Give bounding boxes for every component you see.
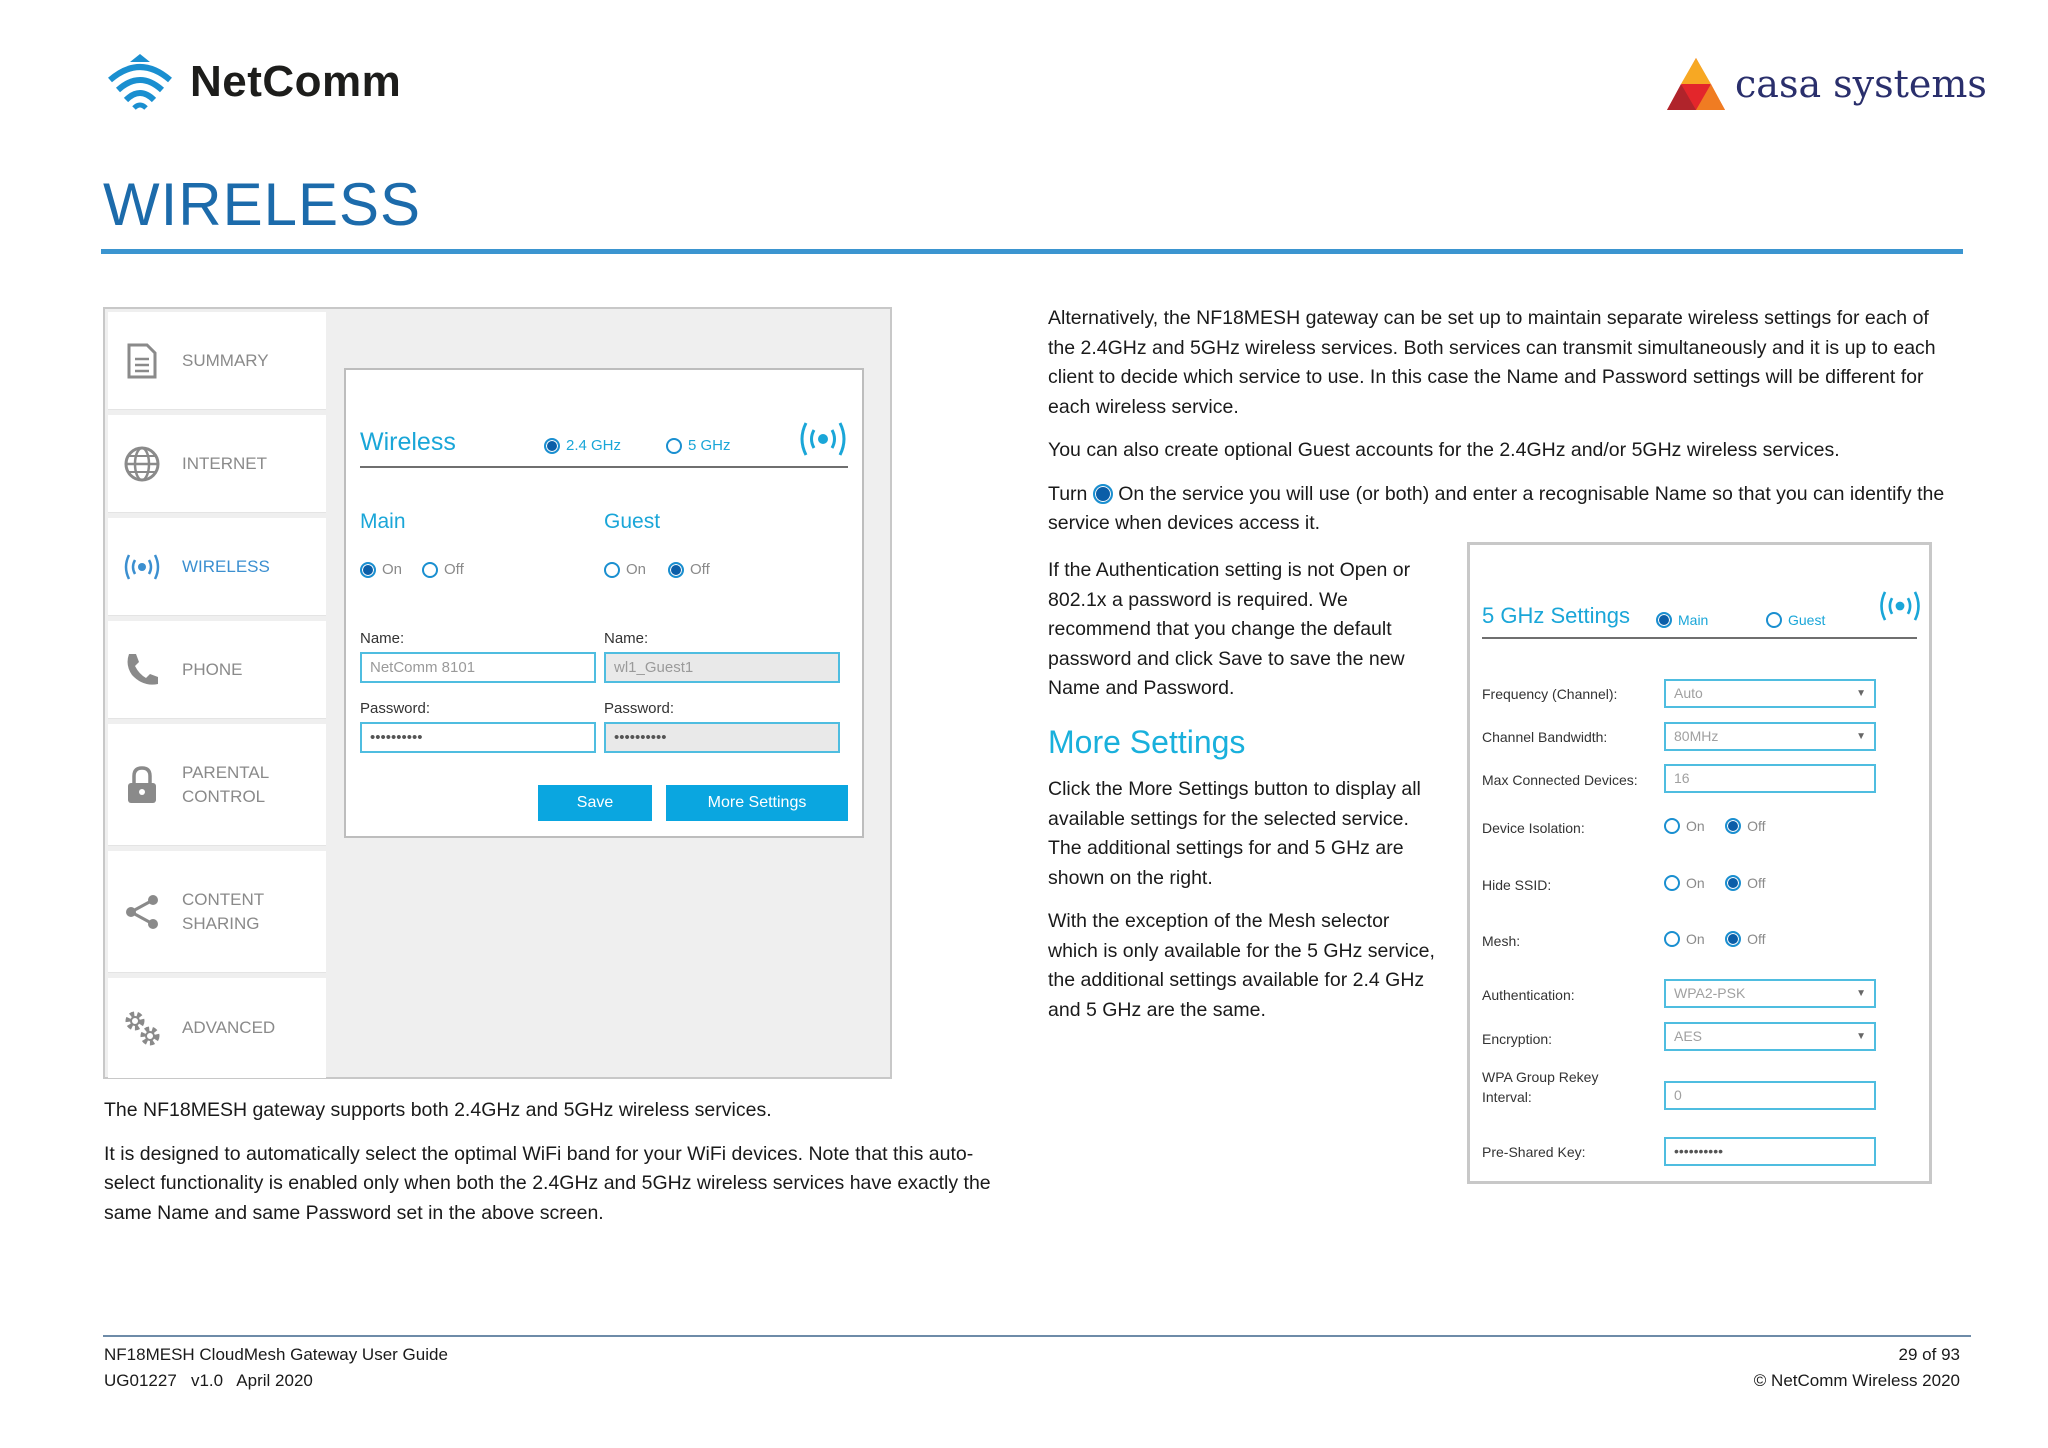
authentication-label: Authentication: xyxy=(1482,987,1575,1003)
authentication-select[interactable]: WPA2-PSK ▼ xyxy=(1664,979,1876,1008)
rekey-label: WPA Group Rekey Interval: xyxy=(1482,1069,1599,1105)
hide-ssid-radios xyxy=(1664,874,1782,892)
main-option[interactable]: Main xyxy=(1656,611,1708,629)
main-name-label: Name: xyxy=(360,630,405,647)
guest-name-label: Name: xyxy=(604,630,649,647)
radio-selected-icon xyxy=(1093,484,1113,504)
paragraph: You can also create optional Guest accounts for the 2.4GHz and/or 5GHz wireless services. xyxy=(1048,439,1840,461)
paragraph: The NF18MESH gateway supports both 2.4GHz and 5GHz wireless services. xyxy=(104,1099,772,1121)
channel-bandwidth-label: Channel Bandwidth: xyxy=(1482,729,1608,745)
paragraph: Alternatively, the NF18MESH gateway can be set up to maintain separate wireless settings for each of the 2.4GHz and 5GHz wireless services. Both services can transmit simultaneously and it is up to each client to decide which service to use. In this case the Name and Password settings will be different for each wireless service. xyxy=(1048,307,1936,418)
panel-divider xyxy=(1482,637,1917,639)
page-title: WIRELESS xyxy=(103,171,422,238)
footer-divider xyxy=(103,1335,1971,1337)
more-settings-heading: More Settings xyxy=(1048,723,1246,760)
guest-password-label: Password: xyxy=(604,700,675,717)
wireless-panel xyxy=(344,368,864,838)
wireless-signal-icon xyxy=(1878,589,1922,623)
band-5ghz-option[interactable]: 5 GHz xyxy=(666,437,731,455)
guest-option[interactable]: Guest xyxy=(1766,611,1825,629)
sidebar-item-content-sharing[interactable] xyxy=(108,851,326,973)
guest-off-radio[interactable]: Off xyxy=(668,561,710,579)
panel-divider xyxy=(360,466,848,468)
device-isolation-label: Device Isolation: xyxy=(1482,820,1585,836)
sidebar-item-phone[interactable] xyxy=(108,621,326,719)
save-button[interactable]: Save xyxy=(538,785,652,821)
main-name-input[interactable]: NetComm 8101 xyxy=(360,652,596,683)
paragraph: Turn On the service you will use (or both) and enter a recognisable Name so that you can identify the service when devices access it. xyxy=(1048,482,1945,534)
sidebar-item-label: WIRELESS xyxy=(182,556,270,576)
band-24ghz-option[interactable]: 2.4 GHz xyxy=(544,437,621,455)
guest-on-radio[interactable]: On xyxy=(604,561,646,579)
channel-bandwidth-select[interactable]: 80MHz ▼ xyxy=(1664,722,1876,751)
mesh-radios xyxy=(1664,930,1782,948)
radio-selected-icon xyxy=(544,438,560,454)
encryption-select[interactable]: AES ▼ xyxy=(1664,1022,1876,1051)
dropdown-caret-icon: ▼ xyxy=(1856,988,1866,999)
encryption-label: Encryption: xyxy=(1482,1031,1553,1047)
casa-systems-logo xyxy=(1665,56,1987,112)
device-isolation-radios xyxy=(1664,817,1782,835)
more-settings-button[interactable]: More Settings xyxy=(666,785,848,821)
paragraph: With the exception of the Mesh selector which is only available for the 5 GHz service, the additional settings available for 2.4 GHz and 5 GHz are the same. xyxy=(1048,910,1435,1021)
rekey-input[interactable]: 0 xyxy=(1664,1081,1876,1110)
paragraph: If the Authentication setting is not Open or 802.1x a password is required. We recommend that you change the default password and click Save to save the new Name and Password. xyxy=(1048,559,1411,699)
pre-shared-key-input[interactable]: •••••••••• xyxy=(1664,1137,1876,1166)
5ghz-settings-screenshot xyxy=(1467,542,1932,1184)
paragraph: It is designed to automatically select the optimal WiFi band for your WiFi devices. Note that this auto-select functionality is enabled only when both the 2.4GHz and 5GHz wireless services have exactly the same Name and same Password set in the above screen. xyxy=(104,1142,991,1224)
guest-password-input[interactable]: •••••••••• xyxy=(604,722,840,753)
sidebar-item-label: CONTENT SHARING xyxy=(182,889,264,933)
mesh-on-radio[interactable]: On xyxy=(1664,930,1721,947)
hide-ssid-off-radio[interactable]: Off xyxy=(1725,874,1781,891)
guest-name-input[interactable]: wl1_Guest1 xyxy=(604,652,840,683)
footer-doc-id: UG01227 v1.0 April 2020 xyxy=(104,1371,313,1390)
dropdown-caret-icon: ▼ xyxy=(1856,1031,1866,1042)
footer-left xyxy=(104,1342,448,1394)
sidebar-item-internet[interactable] xyxy=(108,415,326,513)
frequency-select[interactable]: Auto ▼ xyxy=(1664,679,1876,708)
right-body-text-column xyxy=(1048,556,1438,1039)
title-divider xyxy=(101,249,1963,254)
max-devices-input[interactable]: 16 xyxy=(1664,764,1876,793)
main-section-header: Main xyxy=(360,510,406,533)
hide-ssid-label: Hide SSID: xyxy=(1482,877,1552,893)
max-devices-label: Max Connected Devices: xyxy=(1482,772,1638,788)
document-icon xyxy=(122,341,162,381)
isolation-on-radio[interactable]: On xyxy=(1664,817,1721,834)
netcomm-wifi-icon xyxy=(104,50,176,114)
mesh-off-radio[interactable]: Off xyxy=(1725,930,1781,947)
left-body-text xyxy=(104,1096,1004,1242)
footer-guide-title: NF18MESH CloudMesh Gateway User Guide xyxy=(104,1345,448,1364)
gear-icon xyxy=(122,1008,162,1048)
sidebar-item-summary[interactable] xyxy=(108,312,326,410)
wireless-icon xyxy=(122,547,162,587)
main-on-radio[interactable]: On xyxy=(360,561,402,579)
isolation-off-radio[interactable]: Off xyxy=(1725,817,1781,834)
right-body-text-top xyxy=(1048,304,1960,553)
wireless-signal-icon xyxy=(798,420,848,458)
wireless-panel-title: Wireless xyxy=(360,428,456,456)
sidebar-item-label: INTERNET xyxy=(182,453,267,473)
pre-shared-key-label: Pre-Shared Key: xyxy=(1482,1144,1586,1160)
sidebar-item-parental-control[interactable] xyxy=(108,724,326,846)
5ghz-settings-title: 5 GHz Settings xyxy=(1482,603,1630,628)
main-password-input[interactable]: •••••••••• xyxy=(360,722,596,753)
wireless-screenshot xyxy=(103,307,892,1079)
share-icon xyxy=(122,892,162,932)
phone-icon xyxy=(122,650,162,690)
footer-right xyxy=(1754,1342,1960,1394)
netcomm-logo xyxy=(104,50,401,114)
globe-icon xyxy=(122,444,162,484)
dropdown-caret-icon: ▼ xyxy=(1856,688,1866,699)
lock-icon xyxy=(122,765,162,805)
casa-logo-text: casa systems xyxy=(1735,62,1987,106)
sidebar-item-advanced[interactable] xyxy=(108,978,326,1078)
hide-ssid-on-radio[interactable]: On xyxy=(1664,874,1721,891)
paragraph: Click the More Settings button to display all available settings for the selected service. The additional settings for and 5 GHz are shown on the right. xyxy=(1048,778,1421,889)
mesh-label: Mesh: xyxy=(1482,933,1521,949)
footer-page-number: 29 of 93 xyxy=(1898,1345,1960,1364)
sidebar-item-wireless[interactable] xyxy=(108,518,326,616)
sidebar-item-label: PARENTAL CONTROL xyxy=(182,762,269,806)
sidebar-item-label: PHONE xyxy=(182,659,243,679)
dropdown-caret-icon: ▼ xyxy=(1856,731,1866,742)
main-off-radio[interactable]: Off xyxy=(422,561,464,579)
sidebar-item-label: ADVANCED xyxy=(182,1018,276,1037)
radio-unselected-icon xyxy=(666,438,682,454)
guest-section-header: Guest xyxy=(604,510,661,533)
netcomm-logo-text: NetComm xyxy=(190,57,402,106)
main-password-label: Password: xyxy=(360,700,431,717)
sidebar-item-label: SUMMARY xyxy=(182,350,269,370)
frequency-label: Frequency (Channel): xyxy=(1482,686,1618,702)
footer-copyright: © NetComm Wireless 2020 xyxy=(1753,1371,1960,1390)
casa-triangle-icon xyxy=(1665,56,1727,112)
